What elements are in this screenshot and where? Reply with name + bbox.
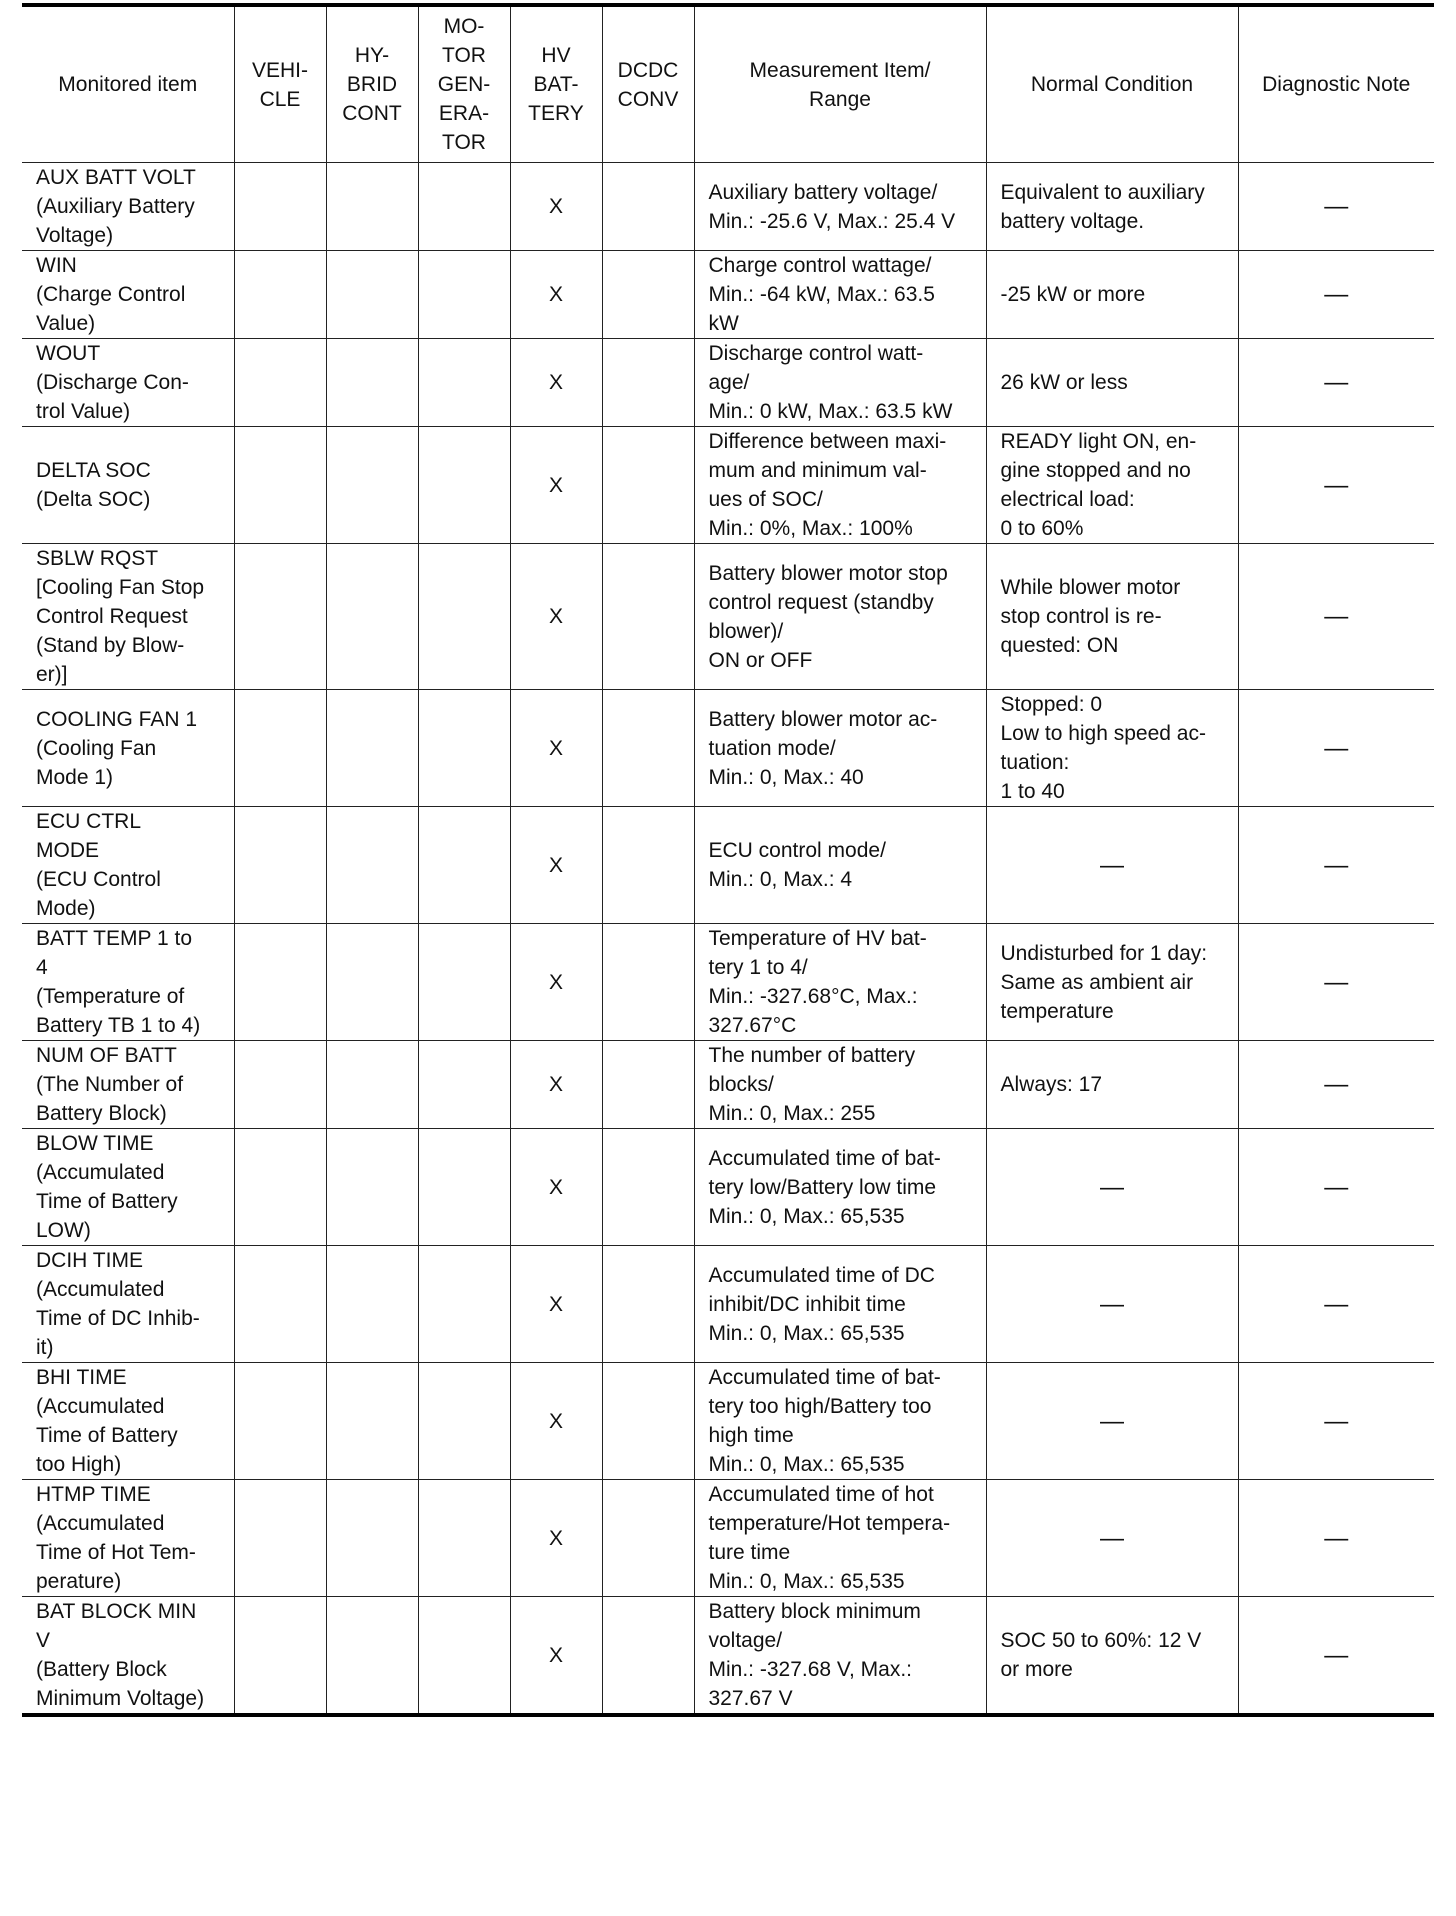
cell-hybrid-cont bbox=[326, 427, 418, 544]
cell-motor-generator bbox=[418, 251, 510, 339]
table-row bbox=[22, 924, 1434, 1041]
table-row bbox=[22, 251, 1434, 339]
cell-measurement-range: Battery blower motor stop control request (standby blower)/ ON or OFF bbox=[694, 544, 986, 690]
cell-vehicle bbox=[234, 690, 326, 807]
cell-motor-generator bbox=[418, 690, 510, 807]
cell-vehicle bbox=[234, 251, 326, 339]
cell-hv-battery: X bbox=[510, 807, 602, 924]
cell-measurement-range: Temperature of HV bat- tery 1 to 4/ Min.: -327.68°C, Max.: 327.67°C bbox=[694, 924, 986, 1041]
header-normal-condition: Normal Condition bbox=[986, 5, 1238, 163]
cell-vehicle bbox=[234, 339, 326, 427]
table-row bbox=[22, 339, 1434, 427]
cell-hybrid-cont bbox=[326, 1480, 418, 1597]
cell-hv-battery: X bbox=[510, 1480, 602, 1597]
header-row bbox=[22, 5, 1434, 163]
cell-motor-generator bbox=[418, 1129, 510, 1246]
cell-hv-battery: X bbox=[510, 690, 602, 807]
cell-monitored-item: HTMP TIME (Accumulated Time of Hot Tem- perature) bbox=[22, 1480, 234, 1597]
cell-diagnostic-note: — bbox=[1238, 1597, 1434, 1716]
cell-monitored-item: DCIH TIME (Accumulated Time of DC Inhib- it) bbox=[22, 1246, 234, 1363]
table-row bbox=[22, 1363, 1434, 1480]
table-row bbox=[22, 427, 1434, 544]
cell-dcdc-conv bbox=[602, 690, 694, 807]
cell-measurement-range: The number of battery blocks/ Min.: 0, Max.: 255 bbox=[694, 1041, 986, 1129]
cell-measurement-range: Accumulated time of hot temperature/Hot tempera- ture time Min.: 0, Max.: 65,535 bbox=[694, 1480, 986, 1597]
header-diagnostic-note: Diagnostic Note bbox=[1238, 5, 1434, 163]
cell-hybrid-cont bbox=[326, 339, 418, 427]
cell-vehicle bbox=[234, 1041, 326, 1129]
cell-monitored-item: BATT TEMP 1 to 4 (Temperature of Battery TB 1 to 4) bbox=[22, 924, 234, 1041]
cell-dcdc-conv bbox=[602, 1246, 694, 1363]
cell-hybrid-cont bbox=[326, 251, 418, 339]
cell-hybrid-cont bbox=[326, 924, 418, 1041]
table-row bbox=[22, 544, 1434, 690]
table-row bbox=[22, 1041, 1434, 1129]
cell-hv-battery: X bbox=[510, 1597, 602, 1716]
cell-normal-condition: — bbox=[986, 807, 1238, 924]
cell-diagnostic-note: — bbox=[1238, 544, 1434, 690]
cell-measurement-range: Accumulated time of bat- tery too high/Battery too high time Min.: 0, Max.: 65,535 bbox=[694, 1363, 986, 1480]
cell-dcdc-conv bbox=[602, 1597, 694, 1716]
cell-measurement-range: Battery block minimum voltage/ Min.: -327.68 V, Max.: 327.67 V bbox=[694, 1597, 986, 1716]
cell-monitored-item: ECU CTRL MODE (ECU Control Mode) bbox=[22, 807, 234, 924]
header-hv-battery: HV BAT- TERY bbox=[510, 5, 602, 163]
cell-vehicle bbox=[234, 1363, 326, 1480]
table-row bbox=[22, 1597, 1434, 1716]
cell-dcdc-conv bbox=[602, 251, 694, 339]
cell-hybrid-cont bbox=[326, 163, 418, 251]
cell-normal-condition: -25 kW or more bbox=[986, 251, 1238, 339]
header-hybrid-cont: HY- BRID CONT bbox=[326, 5, 418, 163]
header-dcdc-conv: DCDC CONV bbox=[602, 5, 694, 163]
cell-monitored-item: DELTA SOC (Delta SOC) bbox=[22, 427, 234, 544]
cell-hv-battery: X bbox=[510, 1363, 602, 1480]
cell-diagnostic-note: — bbox=[1238, 1129, 1434, 1246]
cell-diagnostic-note: — bbox=[1238, 1246, 1434, 1363]
cell-vehicle bbox=[234, 807, 326, 924]
cell-diagnostic-note: — bbox=[1238, 427, 1434, 544]
cell-motor-generator bbox=[418, 1246, 510, 1363]
cell-vehicle bbox=[234, 924, 326, 1041]
cell-normal-condition: — bbox=[986, 1363, 1238, 1480]
cell-hv-battery: X bbox=[510, 924, 602, 1041]
cell-monitored-item: WIN (Charge Control Value) bbox=[22, 251, 234, 339]
cell-motor-generator bbox=[418, 427, 510, 544]
cell-hv-battery: X bbox=[510, 1246, 602, 1363]
cell-dcdc-conv bbox=[602, 1041, 694, 1129]
cell-motor-generator bbox=[418, 807, 510, 924]
cell-dcdc-conv bbox=[602, 1363, 694, 1480]
cell-dcdc-conv bbox=[602, 1129, 694, 1246]
cell-normal-condition: — bbox=[986, 1246, 1238, 1363]
cell-measurement-range: ECU control mode/ Min.: 0, Max.: 4 bbox=[694, 807, 986, 924]
cell-hv-battery: X bbox=[510, 427, 602, 544]
cell-monitored-item: SBLW RQST [Cooling Fan Stop Control Request (Stand by Blow- er)] bbox=[22, 544, 234, 690]
cell-normal-condition: SOC 50 to 60%: 12 V or more bbox=[986, 1597, 1238, 1716]
table-row bbox=[22, 690, 1434, 807]
cell-normal-condition: While blower motor stop control is re- quested: ON bbox=[986, 544, 1238, 690]
cell-dcdc-conv bbox=[602, 1480, 694, 1597]
cell-motor-generator bbox=[418, 1480, 510, 1597]
table-row bbox=[22, 1480, 1434, 1597]
cell-motor-generator bbox=[418, 163, 510, 251]
cell-monitored-item: NUM OF BATT (The Number of Battery Block) bbox=[22, 1041, 234, 1129]
cell-diagnostic-note: — bbox=[1238, 339, 1434, 427]
cell-hybrid-cont bbox=[326, 1363, 418, 1480]
cell-normal-condition: READY light ON, en- gine stopped and no electrical load: 0 to 60% bbox=[986, 427, 1238, 544]
cell-hybrid-cont bbox=[326, 1597, 418, 1716]
cell-hybrid-cont bbox=[326, 1041, 418, 1129]
cell-measurement-range: Charge control wattage/ Min.: -64 kW, Max.: 63.5 kW bbox=[694, 251, 986, 339]
table-row bbox=[22, 163, 1434, 251]
cell-normal-condition: Undisturbed for 1 day: Same as ambient air temperature bbox=[986, 924, 1238, 1041]
header-measurement-item: Measurement Item/ Range bbox=[694, 5, 986, 163]
header-monitored-item: Monitored item bbox=[22, 5, 234, 163]
cell-measurement-range: Battery blower motor ac- tuation mode/ Min.: 0, Max.: 40 bbox=[694, 690, 986, 807]
cell-diagnostic-note: — bbox=[1238, 1363, 1434, 1480]
cell-dcdc-conv bbox=[602, 807, 694, 924]
cell-hybrid-cont bbox=[326, 1129, 418, 1246]
cell-diagnostic-note: — bbox=[1238, 1041, 1434, 1129]
cell-monitored-item: COOLING FAN 1 (Cooling Fan Mode 1) bbox=[22, 690, 234, 807]
cell-hv-battery: X bbox=[510, 339, 602, 427]
cell-hybrid-cont bbox=[326, 807, 418, 924]
cell-diagnostic-note: — bbox=[1238, 1480, 1434, 1597]
cell-normal-condition: 26 kW or less bbox=[986, 339, 1238, 427]
cell-normal-condition: Always: 17 bbox=[986, 1041, 1238, 1129]
cell-diagnostic-note: — bbox=[1238, 924, 1434, 1041]
cell-monitored-item: BAT BLOCK MIN V (Battery Block Minimum Voltage) bbox=[22, 1597, 234, 1716]
table-row bbox=[22, 807, 1434, 924]
cell-motor-generator bbox=[418, 1363, 510, 1480]
cell-motor-generator bbox=[418, 924, 510, 1041]
cell-hv-battery: X bbox=[510, 1129, 602, 1246]
cell-vehicle bbox=[234, 1597, 326, 1716]
cell-normal-condition: — bbox=[986, 1480, 1238, 1597]
cell-vehicle bbox=[234, 1246, 326, 1363]
cell-dcdc-conv bbox=[602, 924, 694, 1041]
cell-motor-generator bbox=[418, 1041, 510, 1129]
cell-hv-battery: X bbox=[510, 1041, 602, 1129]
cell-diagnostic-note: — bbox=[1238, 163, 1434, 251]
cell-hv-battery: X bbox=[510, 251, 602, 339]
table-row bbox=[22, 1129, 1434, 1246]
cell-motor-generator bbox=[418, 544, 510, 690]
cell-hybrid-cont bbox=[326, 690, 418, 807]
cell-monitored-item: WOUT (Discharge Con- trol Value) bbox=[22, 339, 234, 427]
header-motor-generator: MO- TOR GEN- ERA- TOR bbox=[418, 5, 510, 163]
cell-diagnostic-note: — bbox=[1238, 251, 1434, 339]
header-vehicle: VEHI- CLE bbox=[234, 5, 326, 163]
cell-dcdc-conv bbox=[602, 339, 694, 427]
cell-hybrid-cont bbox=[326, 544, 418, 690]
cell-dcdc-conv bbox=[602, 427, 694, 544]
cell-hv-battery: X bbox=[510, 544, 602, 690]
cell-diagnostic-note: — bbox=[1238, 807, 1434, 924]
monitor-item-table bbox=[22, 3, 1434, 1717]
cell-measurement-range: Auxiliary battery voltage/ Min.: -25.6 V, Max.: 25.4 V bbox=[694, 163, 986, 251]
cell-monitored-item: AUX BATT VOLT (Auxiliary Battery Voltage) bbox=[22, 163, 234, 251]
cell-motor-generator bbox=[418, 339, 510, 427]
cell-normal-condition: — bbox=[986, 1129, 1238, 1246]
cell-normal-condition: Stopped: 0 Low to high speed ac- tuation: 1 to 40 bbox=[986, 690, 1238, 807]
cell-vehicle bbox=[234, 1480, 326, 1597]
cell-hybrid-cont bbox=[326, 1246, 418, 1363]
cell-monitored-item: BHI TIME (Accumulated Time of Battery too High) bbox=[22, 1363, 234, 1480]
cell-monitored-item: BLOW TIME (Accumulated Time of Battery LOW) bbox=[22, 1129, 234, 1246]
table-row bbox=[22, 1246, 1434, 1363]
cell-vehicle bbox=[234, 427, 326, 544]
cell-diagnostic-note: — bbox=[1238, 690, 1434, 807]
cell-vehicle bbox=[234, 1129, 326, 1246]
cell-measurement-range: Accumulated time of DC inhibit/DC inhibit time Min.: 0, Max.: 65,535 bbox=[694, 1246, 986, 1363]
cell-vehicle bbox=[234, 544, 326, 690]
cell-measurement-range: Difference between maxi- mum and minimum val- ues of SOC/ Min.: 0%, Max.: 100% bbox=[694, 427, 986, 544]
cell-measurement-range: Accumulated time of bat- tery low/Battery low time Min.: 0, Max.: 65,535 bbox=[694, 1129, 986, 1246]
cell-measurement-range: Discharge control watt- age/ Min.: 0 kW, Max.: 63.5 kW bbox=[694, 339, 986, 427]
cell-dcdc-conv bbox=[602, 163, 694, 251]
cell-dcdc-conv bbox=[602, 544, 694, 690]
cell-hv-battery: X bbox=[510, 163, 602, 251]
cell-vehicle bbox=[234, 163, 326, 251]
cell-motor-generator bbox=[418, 1597, 510, 1716]
cell-normal-condition: Equivalent to auxiliary battery voltage. bbox=[986, 163, 1238, 251]
